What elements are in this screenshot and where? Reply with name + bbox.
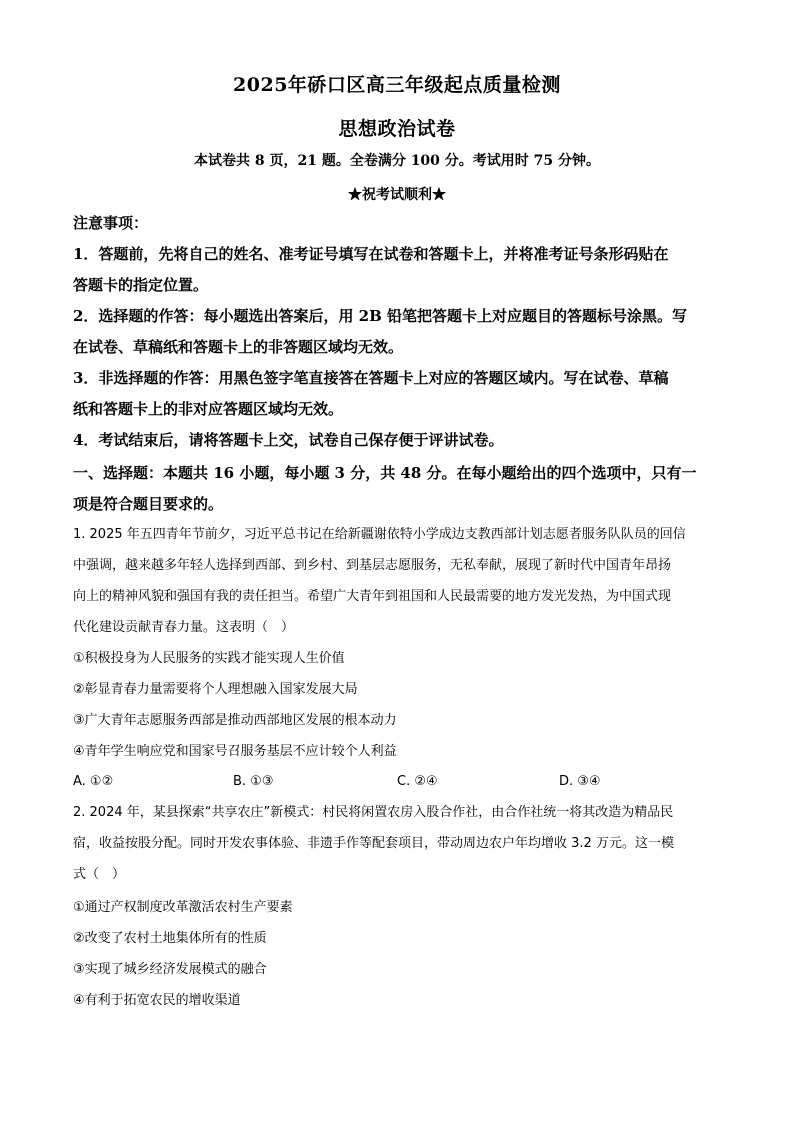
subject-title: 思想政治试卷 <box>338 118 456 140</box>
question-2-item: ④有利于拓宽农民的增收渠道 <box>73 993 241 1008</box>
note-line: 3．非选择题的作答：用黑色签字笔直接答在答题卡上对应的答题区域内。写在试卷、草稿 <box>73 369 669 387</box>
question-1-stem: 1. 2025 年五四青年节前夕，习近平总书记在给新疆谢依特小学成边支教西部计划志愿者服务队队员的回信 <box>73 527 686 542</box>
question-2-item: ③实现了城乡经济发展模式的融合 <box>73 962 267 977</box>
note-line: 纸和答题卡上的非对应答题区域均无效。 <box>73 400 344 418</box>
question-1-stem: 向上的精神风貌和强国有我的责任担当。希望广大青年到祖国和人民最需要的地方发光发热，为中国式现 <box>73 589 672 604</box>
good-luck-line: ★祝考试顺利★ <box>348 187 446 203</box>
section-heading: 项是符合题目要求的。 <box>73 495 224 513</box>
option-b: B. ①③ <box>233 774 274 789</box>
question-2-stem: 式（ ） <box>73 867 126 882</box>
question-1-stem: 中强调，越来越多年轻人选择到西部、到乡村、到基层志愿服务，无私奉献，展现了新时代中国青年昂扬 <box>73 558 672 573</box>
note-line: 1．答题前，先将自己的姓名、准考证号填写在试卷和答题卡上，并将准考证号条形码贴在 <box>73 245 669 263</box>
question-2-item: ①通过产权制度改革激活农村生产要素 <box>73 900 293 915</box>
notes-heading: 注意事项： <box>73 214 149 232</box>
question-1-stem: 代化建设贡献青春力量。这表明（ ） <box>73 620 295 635</box>
question-2-item: ②改变了农村土地集体所有的性质 <box>73 931 267 946</box>
note-line: 4．考试结束后，请将答题卡上交，试卷自己保存便于评讲试卷。 <box>73 431 504 449</box>
question-2-stem: 2. 2024 年，某县探索“共享农庄”新模式：村民将闲置农房入股合作社，由合作社统一将其改造为精品民 <box>73 805 674 820</box>
question-1-item: ①积极投身为人民服务的实践才能实现人生价值 <box>73 651 345 666</box>
question-1-options <box>73 773 733 793</box>
option-c: C. ②④ <box>397 774 438 789</box>
question-1-item: ④青年学生响应党和国家号召服务基层不应计较个人利益 <box>73 744 397 759</box>
question-1-item: ③广大青年志愿服务西部是推动西部地区发展的根本动力 <box>73 713 397 728</box>
note-line: 在试卷、草稿纸和答题卡上的非答题区域均无效。 <box>73 338 404 356</box>
exam-info: 本试卷共 8 页，21 题。全卷满分 100 分。考试用时 75 分钟。 <box>193 153 601 169</box>
section-heading: 一、选择题：本题共 16 小题，每小题 3 分，共 48 分。在每小题给出的四个选项中，只有一 <box>73 464 697 482</box>
question-2-stem: 宿，收益按股分配。同时开发农事体验、非遗手作等配套项目，带动周边农户年均增收 3.2 万元。这一模 <box>73 836 674 851</box>
option-d: D. ③④ <box>559 774 601 789</box>
exam-title: 2025年硚口区高三年级起点质量检测 <box>233 74 561 96</box>
option-a: A. ①② <box>73 774 114 789</box>
note-line: 答题卡的指定位置。 <box>73 276 209 294</box>
note-line: 2．选择题的作答：每小题选出答案后，用 2B 铅笔把答题卡上对应题目的答题标号涂黑。写 <box>73 307 688 325</box>
question-1-item: ②彰显青春力量需要将个人理想融入国家发展大局 <box>73 682 358 697</box>
